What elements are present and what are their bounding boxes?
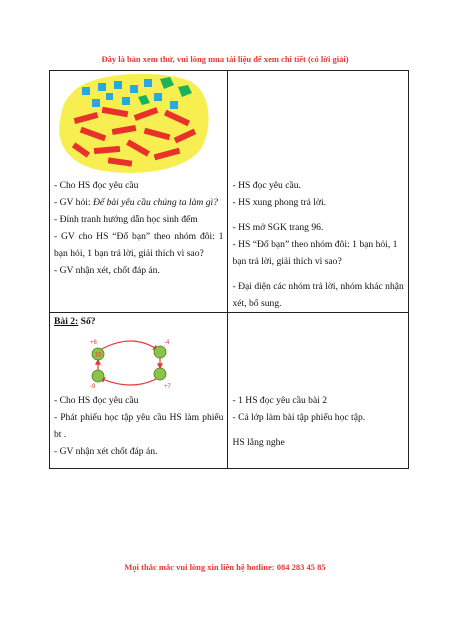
student-step-2: - Cả lớp làm bài tập phiếu học tập. — [232, 412, 366, 423]
table-row — [50, 71, 409, 313]
teacher-step-3: - GV nhận xét chốt đáp án. — [54, 446, 158, 457]
table-row — [50, 313, 409, 469]
student-step-5: - Đại diện các nhóm trả lời, nhóm khác nhận xét, bổ sung. — [232, 281, 404, 309]
node-3 — [154, 368, 166, 380]
teacher-step-1: - Cho HS đọc yêu cầu — [54, 395, 139, 406]
student-step-4: - HS “Đố bạn” theo nhóm đôi: 1 bạn hỏi, 1 bạn trả lời, giải thích vì sao? — [232, 239, 398, 267]
exercise-title: Bài 2: Số? — [54, 316, 96, 327]
lesson-table — [49, 70, 409, 469]
student-step-3: - HS mở SGK trang 96. — [232, 222, 324, 233]
student-cell — [228, 71, 409, 313]
teacher-step-4: - GV cho HS “Đố bạn” theo nhóm đôi: 1 bạn hỏi, 1 bạn trả lời, giải thích vì sao? — [54, 231, 224, 259]
preview-notice: Đây là bản xem thử, vui lòng mua tài liệu để xem chi tiết (có lời giải) — [101, 54, 349, 64]
student-step-2: - HS xung phong trả lời. — [232, 197, 327, 208]
teacher-step-2: - Phát phiếu học tập yêu cầu HS làm phiếu bt . — [54, 412, 224, 440]
student-step-3: HS lắng nghe — [232, 437, 285, 448]
student-step-1: - 1 HS đọc yêu cầu bài 2 — [232, 395, 328, 406]
number-cycle-diagram — [54, 330, 214, 392]
op-label: -9 — [90, 384, 96, 390]
teacher-step-1: - Cho HS đọc yêu cầu — [54, 180, 139, 191]
teacher-cell — [50, 313, 228, 469]
start-value: 10 — [94, 352, 102, 359]
node-2 — [154, 346, 166, 358]
op-label: +6 — [90, 340, 97, 346]
op-label: -4 — [164, 340, 170, 346]
teacher-step-5: - GV nhận xét, chốt đáp án. — [54, 265, 160, 276]
node-4 — [92, 370, 104, 382]
op-label: +7 — [164, 384, 171, 390]
counting-shapes-picture — [54, 71, 214, 177]
student-cell — [228, 313, 409, 469]
student-step-1: - HS đọc yêu cầu. — [232, 180, 301, 191]
teacher-step-2: - GV hỏi: Để bài yêu cầu chúng ta làm gì? — [54, 197, 218, 208]
teacher-cell — [50, 71, 228, 313]
hotline-notice: Mọi thắc mắc vui lòng xin liên hệ hotline: 084 283 45 85 — [124, 562, 326, 572]
teacher-question: Để bài yêu cầu chúng ta làm gì? — [93, 197, 218, 208]
teacher-step-3: - Đính tranh hướng dẫn học sinh đếm — [54, 214, 198, 225]
